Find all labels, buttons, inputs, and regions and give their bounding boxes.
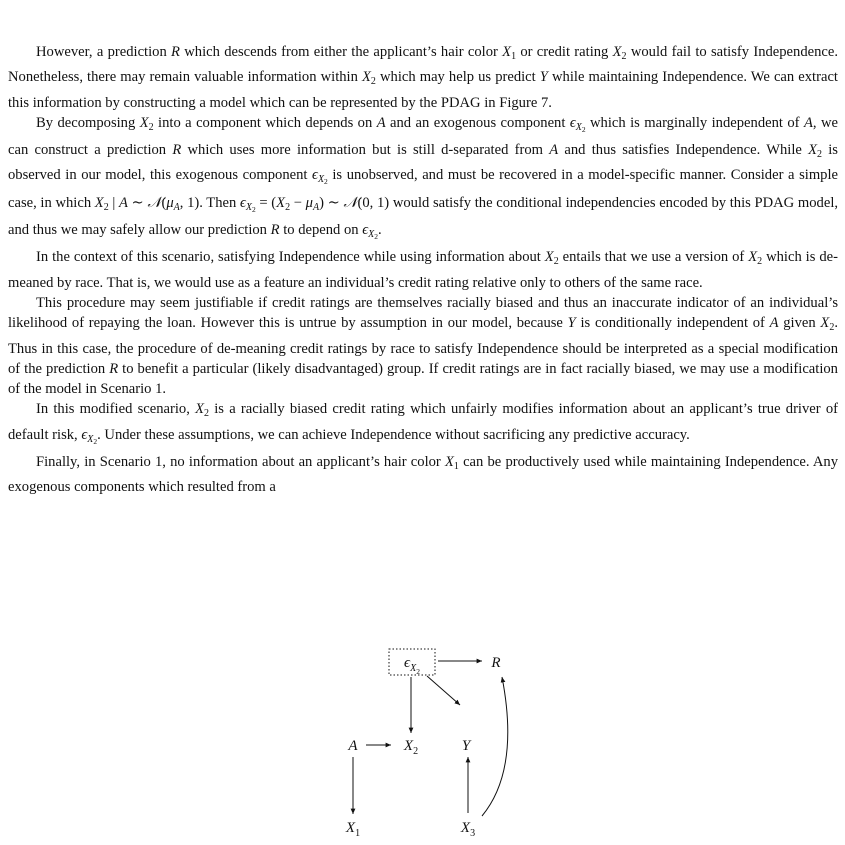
paragraph — [8, 399, 838, 452]
text-run: is unobserved, and must be recovered in a model-specific manner. Consider a simple case, in which — [8, 167, 839, 211]
math-symbol: R — [270, 222, 280, 239]
text-run: and an exogenous component — [385, 114, 570, 131]
math-symbol: 𝒩 — [343, 194, 358, 211]
text-run: . — [377, 222, 382, 239]
math-operator: | — [108, 194, 119, 211]
text-run: to depend on — [279, 222, 363, 239]
text-run: In this modified scenario, — [36, 401, 196, 418]
text-run: In the context of this scenario, satisfying Independence while using information about — [36, 249, 545, 266]
paragraph — [8, 42, 838, 113]
math-symbol: A — [549, 142, 559, 159]
math-symbol: $\epsilon_{X_2}$ — [239, 194, 256, 214]
latent-node-box — [389, 649, 435, 675]
text-run: would satisfy the conditional independencies encoded by this PDAG model, and thus we may safely allow our prediction — [8, 194, 839, 239]
node-a: A — [348, 738, 358, 754]
math-symbol: $\mu_A$ — [166, 194, 180, 213]
text-run: By decomposing — [36, 114, 140, 131]
text-run: which may help us predict — [375, 69, 540, 86]
math-symbol: $X_2$ — [361, 69, 376, 88]
body-text — [8, 42, 838, 498]
math-symbol: $X_1$ — [444, 454, 459, 473]
edge-x3-to-r — [482, 677, 508, 816]
text-run: would fail to satisfy Independence. Nonetheless, there may remain valuable information within — [8, 44, 839, 86]
text-run: which uses more information but is still d-separated from — [181, 142, 550, 159]
text-run: . Then — [199, 194, 240, 211]
node-x2: $X_2$ — [403, 738, 419, 757]
math-symbol: A — [376, 114, 386, 131]
text-run: is observed in our model, this exogenous component — [8, 142, 838, 184]
math-symbol: Y — [567, 315, 576, 332]
math-symbol: $X_1$ — [502, 44, 517, 62]
text-run: is a racially biased credit rating which unfairly modifies information about an applicant’s true driver of default risk, — [8, 401, 839, 443]
text-run: to benefit a particular (likely disadvantaged) group. If credit ratings are in fact racially biased, we may use a modification of the model in Scenario 1. — [8, 360, 838, 398]
math-symbol: $X_2$ — [808, 142, 823, 161]
text-run: given — [778, 315, 821, 332]
math-symbol: $X_2$ — [276, 194, 291, 213]
paragraph — [8, 113, 838, 247]
math-symbol: R — [171, 44, 180, 60]
edge-eps-to-y — [427, 676, 460, 705]
math-symbol: $X_2$ — [195, 401, 210, 420]
text-run: or credit rating — [516, 44, 613, 60]
math-symbol: $\epsilon_{X_2}$ — [312, 167, 328, 187]
text-run: which is de-meaned by race. That is, we would use as a feature an individual’s credit rating relative only to others of the same race. — [8, 249, 838, 291]
text-run: is conditionally independent of — [575, 315, 770, 332]
paragraph — [8, 452, 838, 498]
math-symbol: $X_2$ — [94, 194, 109, 213]
node-r: R — [491, 655, 501, 671]
node-y: Y — [461, 738, 471, 754]
math-operator: , 1) — [179, 194, 200, 211]
node-x3: $X_3$ — [460, 820, 476, 839]
text-run: and thus satisfies Independence. While — [558, 142, 809, 159]
math-symbol: $\mu_A$ — [305, 194, 320, 213]
text-run: entails that we use a version of — [558, 249, 749, 266]
math-symbol: $X_2$ — [748, 249, 763, 268]
math-symbol: $\epsilon_{X_2}$ — [81, 426, 98, 446]
math-operator: = ( — [255, 194, 277, 211]
text-run: . Thus in this case, the procedure of de-meaning credit ratings by race to satisfy Independence should be interpreted as a special modification of the prediction — [8, 315, 838, 377]
paragraph — [8, 293, 838, 399]
math-symbol: $X_2$ — [612, 44, 627, 62]
text-run: Finally, in Scenario 1, no information about an applicant’s hair color — [36, 454, 445, 471]
text-run: can be productively used while maintaining Independence. Any exogenous components which resulted from a — [8, 454, 838, 496]
node-x1: $X_1$ — [345, 820, 361, 839]
math-operator: (0, 1) — [357, 194, 390, 211]
math-symbol: A — [118, 194, 128, 211]
math-symbol: R — [109, 360, 119, 377]
math-symbol: $X_2$ — [820, 315, 835, 334]
text-run: into a component which depends on — [153, 114, 377, 131]
math-symbol: $\epsilon_{X_2}$ — [569, 114, 586, 134]
math-operator: ) ∼ — [319, 194, 344, 211]
math-symbol: $\epsilon_{X_2}$ — [362, 222, 378, 242]
math-operator: ∼ — [127, 194, 148, 211]
math-symbol: A — [769, 315, 779, 332]
text-run: This procedure may seem justifiable if credit ratings are themselves racially biased and thus an inaccurate indicator of an individual’s likelihood of repaying the loan. However this is untrue by assumption in our model, because — [8, 294, 838, 332]
node-epsilon-x2: $\epsilon_{X2}$ — [404, 655, 420, 676]
math-symbol: 𝒩 — [147, 194, 162, 211]
text-run: which descends from either the applicant’s hair color — [179, 44, 503, 60]
text-run: while maintaining Independence. We can extract this information by constructing a model which can be represented by the PDAG in Figure 7. — [8, 69, 838, 111]
math-operator: − — [290, 194, 306, 211]
paragraph — [8, 247, 838, 293]
text-run: . Under these assumptions, we can achieve Independence without sacrificing any predictive accuracy. — [97, 426, 690, 443]
text-run: , we can construct a prediction — [8, 114, 838, 159]
math-symbol: Y — [539, 69, 548, 86]
math-symbol: R — [172, 142, 182, 159]
text-run: which is marginally independent of — [585, 114, 804, 131]
math-symbol: $X_2$ — [544, 249, 559, 268]
math-symbol: $X_2$ — [139, 114, 154, 133]
text-run: However, a prediction — [36, 44, 172, 60]
math-operator: ( — [161, 194, 167, 211]
math-symbol: A — [803, 114, 813, 131]
